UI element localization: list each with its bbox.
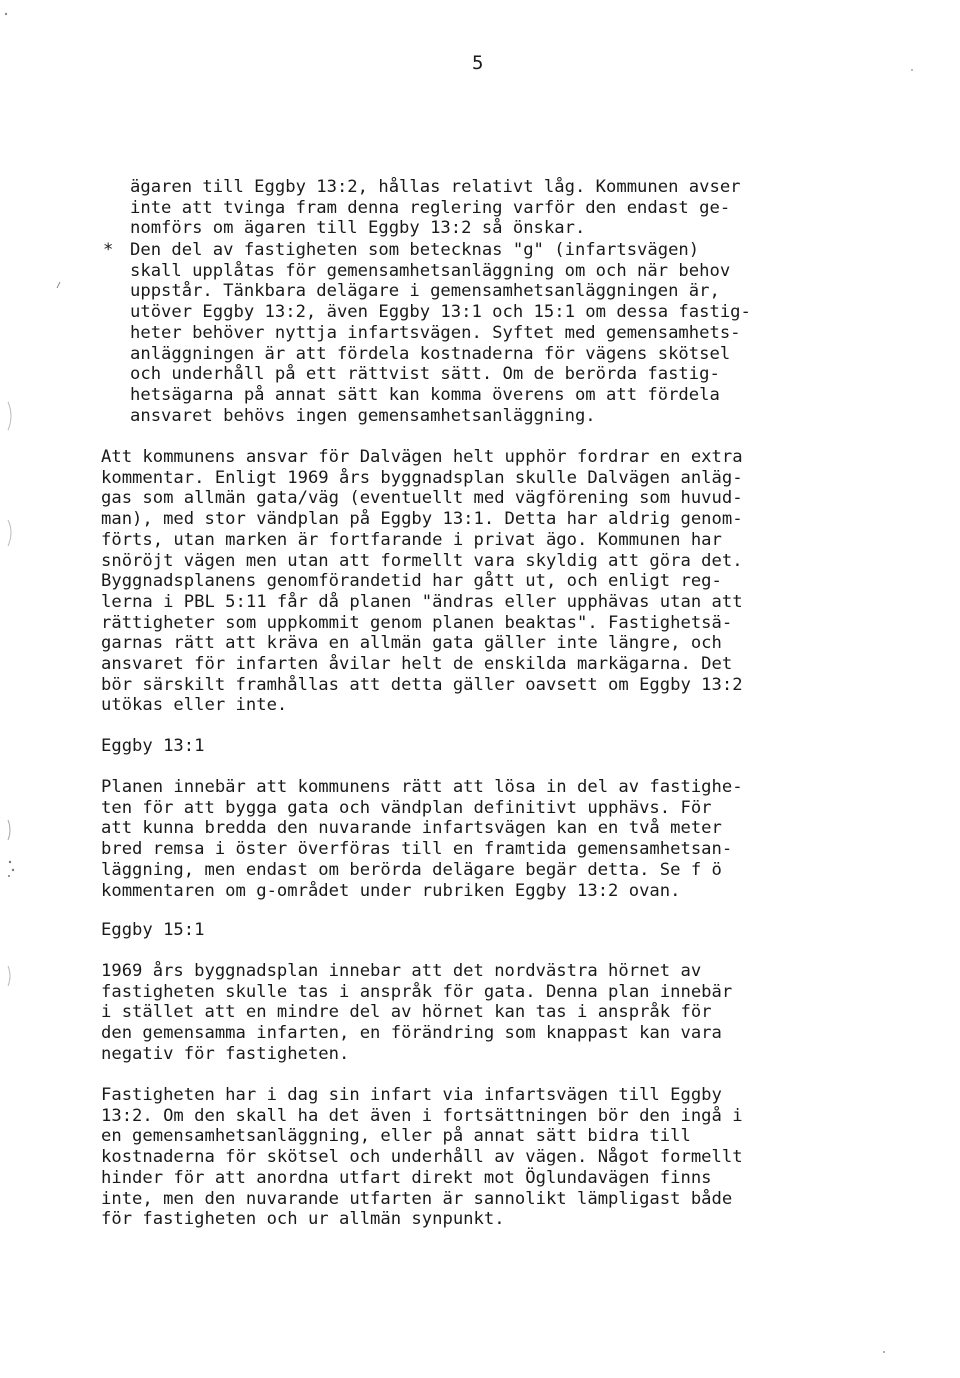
scan-speck (911, 69, 913, 71)
page-number: 5 (472, 52, 484, 74)
scan-speck (9, 861, 11, 863)
scan-speck (8, 875, 10, 877)
scan-speck (5, 13, 7, 15)
scan-speck (12, 869, 14, 871)
bullet-paragraph: Den del av fastigheten som betecknas "g" (infartsvägen) skall upplåtas för gemensamhetsanläggning om och när behov uppstår. Tänkbara delägare i gemensamhetsanläggningen är, utöver Eggby 13:2, även Eggby 13:1 och 15:1 om dessa fastig- heter behöver nyttja infartsvägen. Syftet med gemensamhets- anläggningen är att fördela kostnaderna för vägens skötsel och underhåll på ett rättvist sätt. Om de berörda fastig- hetsägarna på annat sätt kan komma överens om att fördela ansvaret behövs ingen gemensamhetsanläggning. (130, 240, 751, 426)
scan-speck (8, 966, 10, 986)
scan-speck (883, 1351, 885, 1353)
dalvagen-paragraph: Att kommunens ansvar för Dalvägen helt upphör fordrar en extra kommentar. Enligt 1969 års byggnadsplan skulle Dalvägen anläg- gas som allmän gata/väg (eventuellt med vägförening som huvud- man), med stor vändplan på Eggby 13:1. Detta har aldrig genom- förts, utan marken är fortfarande i privat ägo. Kommunen har snöröjt vägen men utan att formellt vara skyldig att göra det. Byggnadsplanens genomförandetid har gått ut, och enligt reg- lerna i PBL 5:11 får då planen "ändras eller upphävas utan att rättigheter som uppkommit genom planen beaktas". Fastighetsä- garnas rätt att kräva en allmän gata gäller inte längre, och ansvaret för infarten åvilar helt de enskilda markägarna. Det bör särskilt framhållas att detta gäller oavsett om Eggby 13:2 utökas eller inte. (101, 447, 743, 716)
scan-speck (8, 402, 11, 430)
scan-speck (8, 820, 10, 840)
heading-eggby-13-1: Eggby 13:1 (101, 736, 205, 756)
eggby-15-1-paragraph-1: 1969 års byggnadsplan innebar att det nordvästra hörnet av fastigheten skulle tas i anspråk för gata. Denna plan innebär i stället att en mindre del av hörnet kan tas i anspråk för den gemensamma infarten, en förändring som knappast kan vara negativ för fastigheten. (101, 961, 733, 1064)
scan-speck (57, 282, 60, 288)
eggby-15-1-paragraph-2: Fastigheten har i dag sin infart via infartsvägen till Eggby 13:2. Om den skall ha det även i fortsättningen bör den ingå i en gemensamhetsanläggning, eller på annat sätt bidra till kostnaderna för skötsel och underhåll av vägen. Något formellt hinder för att anordna utfart direkt mot Öglundavägen finns inte, men den nuvarande utfarten är sannolikt lämpligast både för fastigheten och ur allmän synpunkt. (101, 1085, 743, 1230)
bullet-marker: * (103, 240, 114, 260)
eggby-13-1-paragraph: Planen innebär att kommunens rätt att lösa in del av fastighe- ten för att bygga gata och vändplan definitivt upphävs. För att kunna bredda den nuvarande infartsvägen kan en två meter bred remsa i öster överföras till en framtida gemensamhetsan- läggning, men endast om berörda delägare begär detta. Se f ö kommentaren om g-området under rubriken Eggby 13:2 ovan. (101, 777, 743, 901)
continuation-paragraph: ägaren till Eggby 13:2, hållas relativt låg. Kommunen avser inte att tvinga fram denna reglering varför den endast ge- nomförs om ägaren till Eggby 13:2 så önskar. (130, 177, 741, 239)
scan-speck (8, 520, 11, 546)
heading-eggby-15-1: Eggby 15:1 (101, 920, 205, 940)
